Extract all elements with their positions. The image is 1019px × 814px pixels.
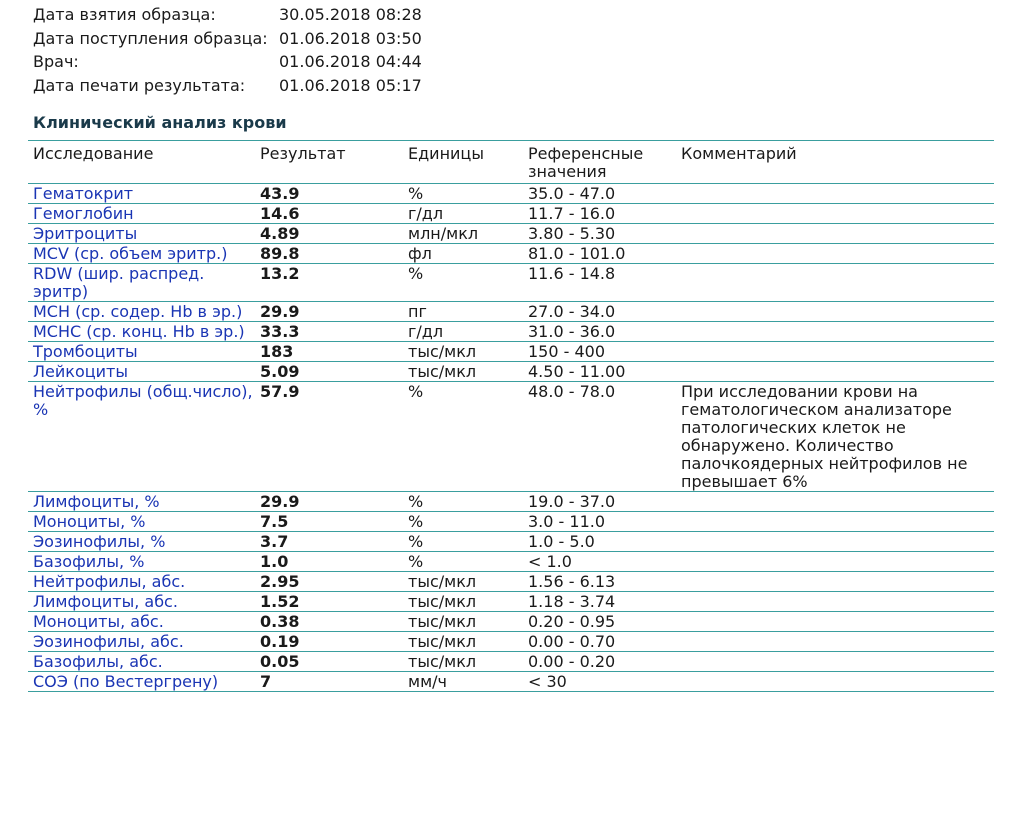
test-result: 0.38 — [255, 612, 403, 632]
test-units: тыс/мкл — [403, 362, 523, 382]
test-units: % — [403, 382, 523, 492]
test-reference: 3.0 - 11.0 — [523, 512, 681, 532]
test-result: 183 — [255, 342, 403, 362]
test-comment — [681, 492, 994, 512]
test-comment — [681, 322, 994, 342]
test-reference: 150 - 400 — [523, 342, 681, 362]
table-row — [28, 362, 994, 382]
table-row — [28, 322, 994, 342]
column-header-test: Исследование — [28, 141, 255, 184]
test-units: тыс/мкл — [403, 342, 523, 362]
table-row — [28, 552, 994, 572]
test-reference: 35.0 - 47.0 — [523, 184, 681, 204]
meta-label: Дата печати результата: — [33, 76, 246, 95]
test-result: 1.52 — [255, 592, 403, 612]
table-row — [28, 632, 994, 652]
table-row — [28, 512, 994, 532]
test-comment: При исследовании крови на гематологическом анализаторе патологических клеток не обнаружено. Количество палочкоядерных нейтрофилов не превышает 6% — [681, 382, 994, 492]
test-comment — [681, 512, 994, 532]
test-comment — [681, 532, 994, 552]
test-comment — [681, 362, 994, 382]
test-units: пг — [403, 302, 523, 322]
table-row — [28, 264, 994, 302]
test-name: Гемоглобин — [28, 204, 255, 224]
test-units: % — [403, 532, 523, 552]
test-units: тыс/мкл — [403, 652, 523, 672]
test-units: % — [403, 552, 523, 572]
table-row — [28, 184, 994, 204]
table-row — [28, 302, 994, 322]
test-reference: 81.0 - 101.0 — [523, 244, 681, 264]
table-row — [28, 342, 994, 362]
test-result: 3.7 — [255, 532, 403, 552]
section-title: Клинический анализ крови — [33, 113, 287, 132]
test-result: 0.19 — [255, 632, 403, 652]
test-comment — [681, 552, 994, 572]
test-result: 0.05 — [255, 652, 403, 672]
test-units: г/дл — [403, 322, 523, 342]
meta-label: Дата поступления образца: — [33, 29, 268, 48]
test-reference: 19.0 - 37.0 — [523, 492, 681, 512]
test-units: % — [403, 264, 523, 302]
test-units: тыс/мкл — [403, 592, 523, 612]
test-reference: 0.00 - 0.20 — [523, 652, 681, 672]
test-reference: 11.7 - 16.0 — [523, 204, 681, 224]
test-reference: 11.6 - 14.8 — [523, 264, 681, 302]
meta-value: 01.06.2018 05:17 — [279, 76, 422, 95]
meta-value: 01.06.2018 04:44 — [279, 52, 422, 71]
test-name: Эозинофилы, % — [28, 532, 255, 552]
meta-label: Врач: — [33, 52, 79, 71]
meta-value: 30.05.2018 08:28 — [279, 5, 422, 24]
meta-value: 01.06.2018 03:50 — [279, 29, 422, 48]
test-result: 14.6 — [255, 204, 403, 224]
test-name: Базофилы, % — [28, 552, 255, 572]
test-comment — [681, 224, 994, 244]
table-row — [28, 244, 994, 264]
table-row — [28, 204, 994, 224]
test-units: мм/ч — [403, 672, 523, 692]
table-row — [28, 612, 994, 632]
test-units: % — [403, 512, 523, 532]
test-result: 57.9 — [255, 382, 403, 492]
results-body — [28, 184, 994, 692]
test-result: 7 — [255, 672, 403, 692]
table-row — [28, 572, 994, 592]
test-result: 43.9 — [255, 184, 403, 204]
test-units: г/дл — [403, 204, 523, 224]
test-result: 29.9 — [255, 492, 403, 512]
test-comment — [681, 244, 994, 264]
column-header-units: Единицы — [403, 141, 523, 184]
test-reference: 31.0 - 36.0 — [523, 322, 681, 342]
test-result: 13.2 — [255, 264, 403, 302]
column-header-comment: Комментарий — [681, 141, 994, 184]
test-reference: 48.0 - 78.0 — [523, 382, 681, 492]
test-result: 29.9 — [255, 302, 403, 322]
column-header-reference: Референсные значения — [523, 141, 681, 184]
test-name: Эритроциты — [28, 224, 255, 244]
test-comment — [681, 592, 994, 612]
test-comment — [681, 184, 994, 204]
test-comment — [681, 572, 994, 592]
test-reference: 0.20 - 0.95 — [523, 612, 681, 632]
test-name: Эозинофилы, абс. — [28, 632, 255, 652]
test-name: Нейтрофилы (общ.число), % — [28, 382, 255, 492]
test-reference: 0.00 - 0.70 — [523, 632, 681, 652]
test-name: Лимфоциты, % — [28, 492, 255, 512]
test-comment — [681, 264, 994, 302]
test-units: тыс/мкл — [403, 632, 523, 652]
test-units: % — [403, 184, 523, 204]
test-comment — [681, 632, 994, 652]
column-header-result: Результат — [255, 141, 403, 184]
test-reference: 4.50 - 11.00 — [523, 362, 681, 382]
test-name: Моноциты, % — [28, 512, 255, 532]
test-name: MCV (ср. объем эритр.) — [28, 244, 255, 264]
test-name: Нейтрофилы, абс. — [28, 572, 255, 592]
test-name: Лимфоциты, абс. — [28, 592, 255, 612]
test-comment — [681, 342, 994, 362]
table-row — [28, 492, 994, 512]
test-name: Лейкоциты — [28, 362, 255, 382]
test-result: 4.89 — [255, 224, 403, 244]
table-row — [28, 382, 994, 492]
results-table — [28, 140, 994, 692]
table-row — [28, 592, 994, 612]
test-name: Тромбоциты — [28, 342, 255, 362]
table-row — [28, 672, 994, 692]
test-units: фл — [403, 244, 523, 264]
test-name: MCH (ср. содер. Hb в эр.) — [28, 302, 255, 322]
test-name: Гематокрит — [28, 184, 255, 204]
test-comment — [681, 302, 994, 322]
test-name: СОЭ (по Вестергрену) — [28, 672, 255, 692]
test-reference: 1.18 - 3.74 — [523, 592, 681, 612]
test-comment — [681, 672, 994, 692]
test-result: 1.0 — [255, 552, 403, 572]
test-reference: 27.0 - 34.0 — [523, 302, 681, 322]
table-row — [28, 532, 994, 552]
test-name: Базофилы, абс. — [28, 652, 255, 672]
test-units: тыс/мкл — [403, 612, 523, 632]
table-header-row — [28, 141, 994, 184]
test-result: 89.8 — [255, 244, 403, 264]
meta-label: Дата взятия образца: — [33, 5, 216, 24]
test-reference: 3.80 - 5.30 — [523, 224, 681, 244]
test-comment — [681, 652, 994, 672]
test-units: % — [403, 492, 523, 512]
test-comment — [681, 204, 994, 224]
test-reference: 1.56 - 6.13 — [523, 572, 681, 592]
test-reference: < 1.0 — [523, 552, 681, 572]
table-row — [28, 652, 994, 672]
test-result: 2.95 — [255, 572, 403, 592]
test-result: 7.5 — [255, 512, 403, 532]
test-name: Моноциты, абс. — [28, 612, 255, 632]
test-units: тыс/мкл — [403, 572, 523, 592]
test-reference: 1.0 - 5.0 — [523, 532, 681, 552]
test-units: млн/мкл — [403, 224, 523, 244]
table-row — [28, 224, 994, 244]
test-name: MCHC (ср. конц. Hb в эр.) — [28, 322, 255, 342]
test-comment — [681, 612, 994, 632]
test-name: RDW (шир. распред. эритр) — [28, 264, 255, 302]
test-result: 33.3 — [255, 322, 403, 342]
test-result: 5.09 — [255, 362, 403, 382]
test-reference: < 30 — [523, 672, 681, 692]
